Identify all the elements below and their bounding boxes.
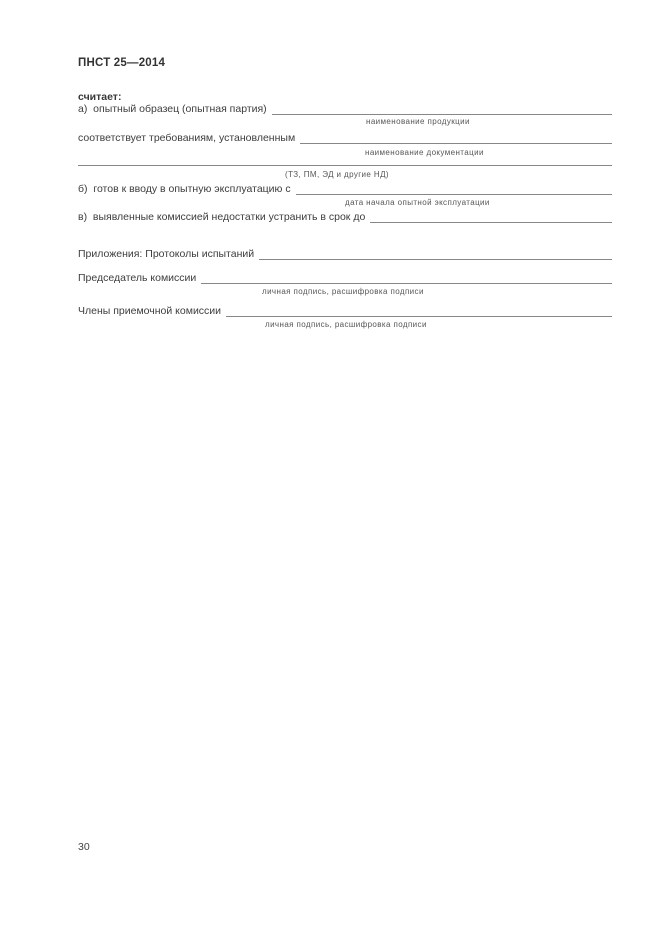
field-row-item-v (78, 211, 612, 224)
field-label-item-b: б) готов к вводу в опытную эксплуатацию с (78, 183, 291, 195)
field-row-item-b (78, 183, 612, 196)
caption-start-date: дата начала опытной эксплуатации (345, 198, 490, 207)
page-number: 30 (78, 841, 90, 853)
fill-line-item-a (272, 114, 612, 115)
considers-label: считает: (78, 91, 122, 103)
field-row-members (78, 305, 612, 318)
field-label-item-a: а) опытный образец (опытная партия) (78, 103, 267, 115)
field-row-item-a (78, 103, 612, 116)
fill-line-doc-types (78, 165, 612, 166)
field-label-conforms: соответствует требованиям, установленным (78, 132, 296, 144)
caption-doc-types: (ТЗ, ПМ, ЭД и другие НД) (285, 170, 389, 179)
caption-chairman-signature: личная подпись, расшифровка подписи (262, 287, 424, 296)
fill-line-item-v (370, 222, 612, 223)
field-label-item-v: в) выявленные комиссией недостатки устранить в срок до (78, 211, 366, 223)
fill-line-attachments (259, 259, 612, 260)
caption-product-name: наименование продукции (366, 117, 470, 126)
field-label-members: Члены приемочной комиссии (78, 305, 222, 317)
doc-code: ПНСТ 25—2014 (78, 57, 166, 69)
fill-line-item-b (296, 194, 612, 195)
fill-line-chairman-signature (201, 283, 612, 284)
field-row-conforms (78, 132, 612, 145)
caption-documentation-name: наименование документации (365, 148, 484, 157)
fill-line-conforms (300, 143, 612, 144)
fill-line-members-signature (226, 316, 612, 317)
field-row-chairman (78, 272, 612, 285)
caption-members-signature: личная подпись, расшифровка подписи (265, 320, 427, 329)
field-row-attachments (78, 248, 612, 261)
field-label-chairman: Председатель комиссии (78, 272, 197, 284)
field-label-attachments: Приложения: Протоколы испытаний (78, 248, 255, 260)
